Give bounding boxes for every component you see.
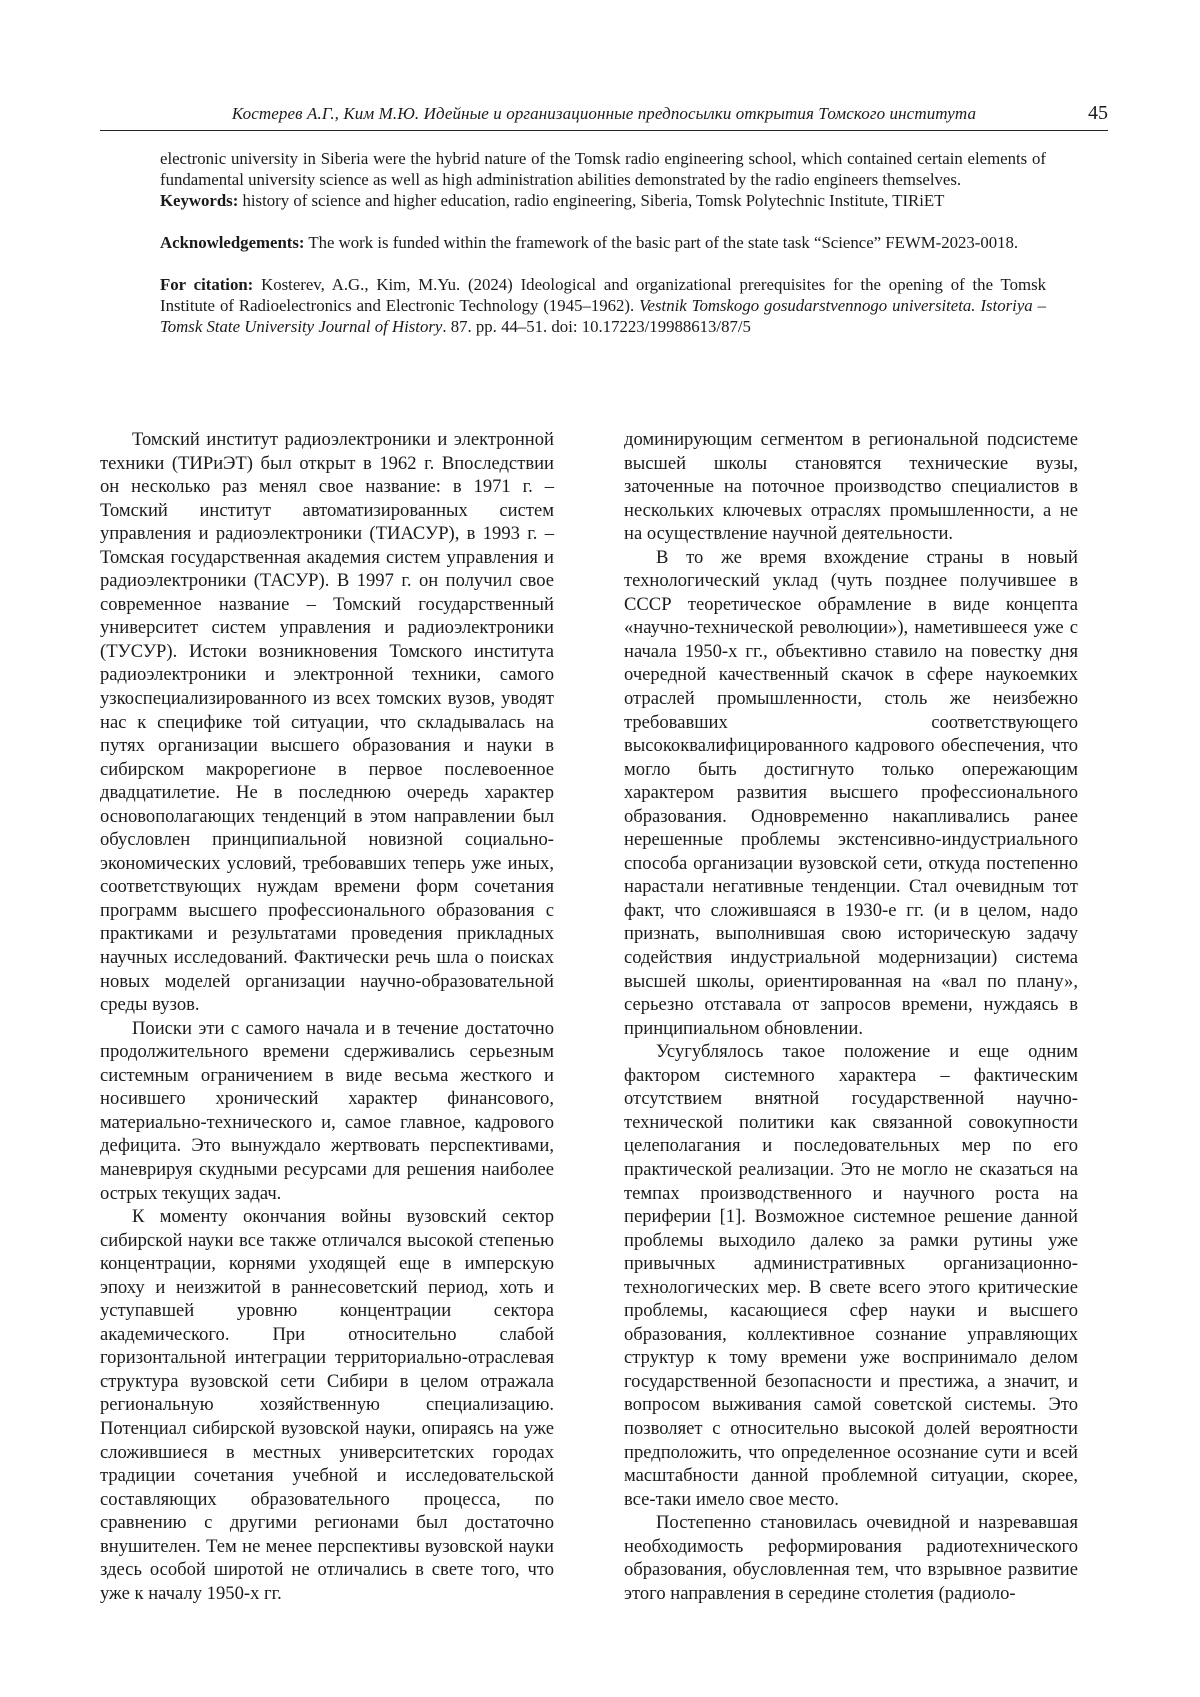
abstract-continuation: electronic university in Siberia were the hybrid nature of the Tomsk radio engineering school, which contained certain elements of fundamental university science as well as high administration abilities demonstrated by the radio engineers themselves. [160, 149, 1046, 189]
citation-label: For citation: [160, 275, 254, 294]
keywords [160, 190, 1046, 211]
body-paragraph: Постепенно становилась очевидной и назревавшая необходимость реформирования радиотехнического образования, обусловленная тем, что взрывное развитие этого направления в середине столетия (радиоло- [624, 1512, 1078, 1604]
acknowledgements-label: Acknowledgements: [160, 233, 305, 252]
keywords-label: Keywords: [160, 191, 239, 210]
citation-tail: . 87. pp. 44–51. doi: 10.17223/19988613/87/5 [442, 317, 751, 336]
abstract-block [160, 148, 1046, 337]
body-column-right [624, 428, 1078, 1605]
keywords-text: history of science and higher education, radio engineering, Siberia, Tomsk Polytechnic Institute, TIRiET [238, 191, 945, 210]
body-paragraph: Усугублялось такое положение и еще одним фактором системного характера – фактическим отсутствием внятной государственной научно-технической политики как связанной совокупности целеполагания и последовательных мер по его практической реализации. Это не могло не сказаться на темпах производственного и научного роста на периферии [1]. Возможное системное решение данной проблемы выходило далеко за рамки рутины уже привычных административных организационно-технологических мер. В свете всего этого критические проблемы, касающиеся сфер науки и высшего образования, коллективное сознание управляющих структур к тому времени уже воспринимало делом государственной безопасности и престижа, а значит, и вопросом выживания самой советской системы. Это позволяет с относительно высокой долей вероятности предположить, что определенное осознание сути и всей масштабности данной проблемной ситуации, скорее, все-таки имело свое место. [624, 1041, 1078, 1510]
body-column-left [100, 428, 554, 1605]
running-header [100, 102, 1108, 131]
citation-journal: Vestnik Tomskogo gosudarstvennogo universiteta. Istoriya – Tomsk State University Journal of History [160, 296, 1046, 336]
body-paragraph: К моменту окончания войны вузовский сектор сибирской науки все также отличался высокой степенью концентрации, корнями уходящей еще в имперскую эпоху и неизжитой в раннесоветский период, хоть и уступавшей уровню концентрации сектора академического. При относительно слабой горизонтальной интеграции территориально-отраслевая структура вузовской сети Сибири в целом отражала региональную хозяйственную специализацию. Потенциал сибирской вузовской науки, опираясь на уже сложившиеся в местных университетских городах традиции сочетания учебной и исследовательской составляющих образовательного процесса, по сравнению с другими регионами был достаточно внушителен. Тем не менее перспективы вузовской науки здесь особой широтой не отличались в свете того, что уже к началу 1950-х гг. [100, 1206, 554, 1604]
body-paragraph: Томский институт радиоэлектроники и электронной техники (ТИРиЭТ) был открыт в 1962 г. Впоследствии он несколько раз менял свое название: в 1971 г. – Томский институт автоматизированных систем управления и радиоэлектроники (ТИАСУР), в 1993 г. – Томская государственная академия систем управления и радиоэлектроники (ТАСУР). В 1997 г. он получил свое современное название – Томский государственный университет систем управления и радиоэлектроники (ТУСУР). Истоки возникновения Томского института радиоэлектроники и электронной техники, самого узкоспециализированного из всех томских вузов, уводят нас к специфике той ситуации, что складывалась на путях организации высшего образования и науки в сибирском макрорегионе в первое послевоенное двадцатилетие. Не в последнюю очередь характер основополагающих тенденций в этом направлении был обусловлен принципиальной новизной социально-экономических условий, требовавших теперь уже иных, соответствующих нуждам времени форм сочетания программ высшего профессионального образования с практиками и результатами проведения прикладных научных исследований. Фактически речь шла о поисках новых моделей организации научно-образовательной среды вузов. [100, 429, 554, 1016]
body-paragraph: В то же время вхождение страны в новый технологический уклад (чуть позднее получившее в СССР теоретическое обрамление в виде концепта «научно-технической революции»), наметившееся уже с начала 1950-х гг., объективно ставило на повестку дня очередной качественный скачок в сфере наукоемких отраслей промышленности, столь же неизбежно требовавших соответствующего высококвалифицированного кадрового обеспечения, что могло быть достигнуто только опережающим характером развития высшего профессионального образования. Одновременно накапливались ранее нерешенные проблемы экстенсивно-индустриального способа организации вузовской сети, откуда постепенно нарастали негативные тенденции. Стал очевидным тот факт, что сложившаяся в 1930-е гг. (и в целом, надо признать, выполнившая свою историческую задачу содействия индустриальной модернизации) система высшей школы, ориентированная на «вал по плану», серьезно отставала от запросов времени, нуждаясь в принципиальном обновлении. [624, 546, 1078, 1039]
body-paragraph-continued: доминирующим сегментом в региональной подсистеме высшей школы становятся технические вузы, заточенные на поточное производство специалистов в нескольких ключевых отраслях промышленности, а не на осуществление научной деятельности. [624, 429, 1078, 545]
running-title: Костерев А.Г., Ким М.Ю. Идейные и организационные предпосылки открытия Томского института [231, 104, 977, 123]
acknowledgements [160, 232, 1046, 253]
body-paragraph: Поиски эти с самого начала и в течение достаточно продолжительного времени сдерживались серьезным системным ограничением в виде весьма жесткого и носившего хронический характер финансового, материально-технического и, самое главное, кадрового дефицита. Это вынуждало жертвовать перспективами, маневрируя скудными ресурсами для решения наиболее острых текущих задач. [100, 1017, 554, 1204]
citation [160, 274, 1046, 337]
page-number: 45 [1088, 102, 1108, 124]
citation-text: Kosterev, A.G., Kim, M.Yu. (2024) Ideological and organizational prerequisites for the opening of the Tomsk Institute of Radioelectronics and Electronic Technology (1945–1962). [160, 275, 1046, 315]
acknowledgements-text: The work is funded within the framework of the basic part of the state task “Science” FEWM-2023-0018. [304, 233, 1019, 252]
